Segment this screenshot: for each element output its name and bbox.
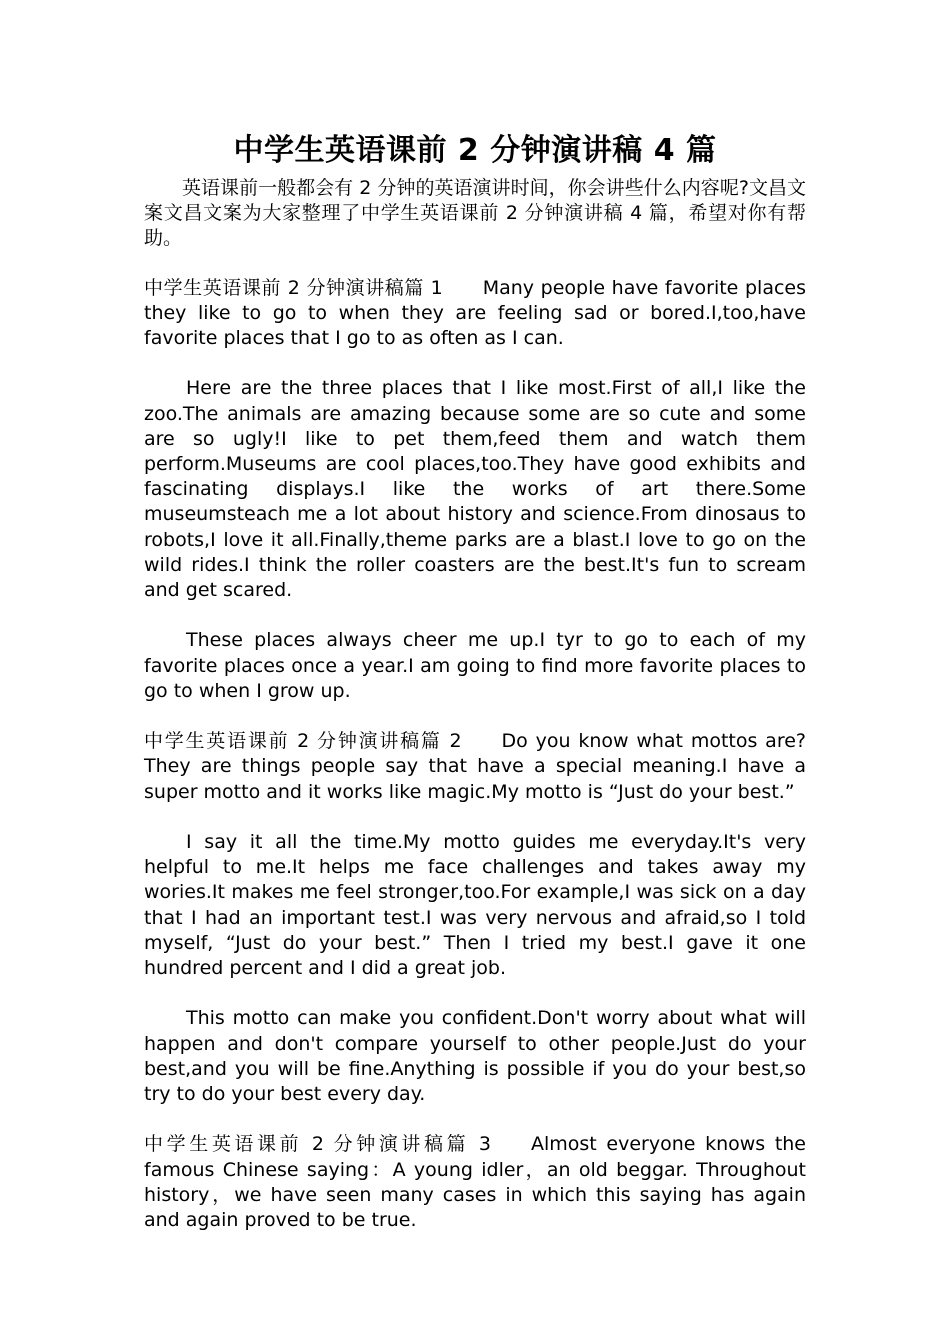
section-3-lead-paragraph <box>144 1132 806 1233</box>
section-1-lead-paragraph <box>144 276 806 352</box>
section-1-heading: 中学生英语课前 2 分钟演讲稿篇 1 <box>144 276 443 299</box>
section-2-paragraph-2: This motto can make you confident.Don't worry about what will happen and don't compare yourself to other people.Just do your best,and you will be fine.Anything is possible if you do your best,so try to do your best every day. <box>144 1007 806 1106</box>
section-2-paragraph-1: I say it all the time.My motto guides me everyday.It's very helpful to me.It helps me face challenges and takes away my wories.It makes me feel stronger,too.For example,I was sick on a day that I had an important test.I was very nervous and afraid,so I told myself, “Just do your best.” Then I tried my best.I gave it one hundred percent and I did a great job. <box>144 831 806 980</box>
section-2-heading: 中学生英语课前 2 分钟演讲稿篇 2 <box>144 730 462 753</box>
section-1-paragraph-1: Here are the three places that I like most.First of all,I like the zoo.The animals are amazing because some are so cute and some are so ugly!I like to pet them,feed them and watch them perform.Museums are cool places,too.They have good exhibits and fascinating displays.I like the works of art there.Some museumsteach me a lot about history and science.From dinosaus to robots,I love it all.Finally,theme parks are a blast.I love to go on the wild rides.I think the roller coasters are the best.It's fun to scream and get scared. <box>144 377 806 602</box>
section-1-lead-text: Many people have favorite places they like to go to when they are feeling sad or bored.I,too,have favorite places that I go to as often as I can. <box>144 276 807 350</box>
section-2-lead-paragraph <box>144 729 806 805</box>
section-3-lead-text: Almost everyone knows the famous Chinese saying：A young idler，an old beggar. Throughout history，we have seen many cases in which this saying has again and again proved to be true. <box>144 1133 807 1232</box>
section-3-heading: 中学生英语课前 2 分钟演讲稿篇 3 <box>144 1133 491 1156</box>
document-page <box>144 128 806 1258</box>
section-2-lead-text: Do you know what mottos are?They are things people say that have a special meaning.I have a super motto and it works like magic.My motto is “Just do your best.” <box>144 730 806 803</box>
intro-paragraph: 英语课前一般都会有 2 分钟的英语演讲时间，你会讲些什么内容呢?文昌文案文昌文案为大家整理了中学生英语课前 2 分钟演讲稿 4 篇，希望对你有帮助。 <box>144 177 806 250</box>
section-1-paragraph-2: These places always cheer me up.I tyr to go to each of my favorite places once a year.I am going to find more favorite places to go to when I grow up. <box>144 629 806 702</box>
document-title: 中学生英语课前 2 分钟演讲稿 4 篇 <box>233 133 717 168</box>
